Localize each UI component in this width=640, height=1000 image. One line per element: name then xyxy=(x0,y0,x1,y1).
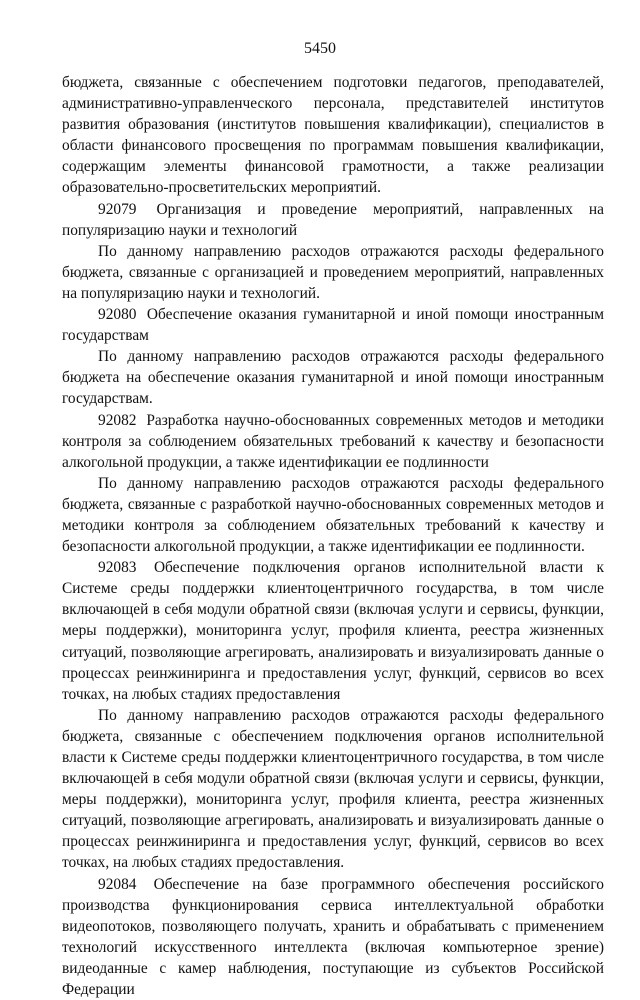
section-code: 92082 xyxy=(98,411,137,429)
section-heading-92083 xyxy=(62,557,604,705)
paragraph-text: По данному направлению расходов отражаются расходы федерального бюджета на обеспечение оказания гуманитарной и иной помощи иностранным государствам. xyxy=(62,348,604,408)
section-title: Обеспечение оказания гуманитарной и иной помощи иностранным государствам xyxy=(62,306,604,345)
section-heading-92080 xyxy=(62,304,604,346)
section-description xyxy=(62,346,604,409)
section-code: 92079 xyxy=(98,200,137,218)
section-code: 92084 xyxy=(98,875,137,893)
paragraph-text: По данному направлению расходов отражаются расходы федерального бюджета, связанные с разработкой научно-обоснованных современных методов и методики контроля за соблюдением обязательных требований к качеству и безопасности алкогольной продукции, а также идентификации ее подлинности. xyxy=(62,474,604,556)
section-heading-92084 xyxy=(62,874,604,1000)
page-number: 5450 xyxy=(304,40,336,57)
section-heading-92079 xyxy=(62,199,604,241)
section-description xyxy=(62,473,604,557)
paragraph-text: По данному направлению расходов отражаются расходы федерального бюджета, связанные с обеспечением подключения органов исполнительной власти к Системе среды поддержки клиентоцентричного государства, в том числе включающей в себя модули обратной связи (включая услуги и сервисы, функции, меры поддержки), мониторинга услуг, профиля клиента, реестра жизненных ситуаций, позволяющие агрегировать, анализировать и визуализировать данные о процессах реинжиниринга и предоставления услуг, функций, сервисов во всех точках, на любых стадиях предоставления. xyxy=(62,706,604,872)
section-code: 92080 xyxy=(98,306,137,324)
section-description xyxy=(62,705,604,874)
section-title: Организация и проведение мероприятий, направленных на популяризацию науки и технологий xyxy=(62,200,604,239)
document-body xyxy=(62,72,604,1000)
paragraph-continuation xyxy=(62,72,604,199)
section-title: Обеспечение подключения органов исполнительной власти к Системе среды поддержки клиентоцентричного государства, в том числе включающей в себя модули обратной связи (включая услуги и сервисы, функции, меры поддержки), мониторинга услуг, профиля клиента, реестра жизненных ситуаций, позволяющие агрегировать, анализировать и визуализировать данные о процессах реинжиниринга и предоставления услуг, функций, сервисов во всех точках, на любых стадиях предоставления xyxy=(62,559,604,703)
paragraph-text: По данному направлению расходов отражаются расходы федерального бюджета, связанные с организацией и проведением мероприятий, направленных на популяризацию науки и технологий. xyxy=(62,242,604,302)
section-title: Обеспечение на базе программного обеспечения российского производства функционирования сервиса интеллектуальной обработки видеопотоков, позволяющего получать, хранить и обрабатывать с применением технологий искусственного интеллекта (включая компьютерное зрение) видеоданные с камер наблюдения, поступающие из субъектов Российской Федерации xyxy=(62,875,604,999)
section-heading-92082 xyxy=(62,410,604,473)
paragraph-text: бюджета, связанные с обеспечением подготовки педагогов, преподавателей, административно-управленческого персонала, представителей институтов развития образования (институтов повышения квалификации), специалистов в области финансового просвещения по программам повышения квалификации, содержащим элементы финансовой грамотности, а также реализации образовательно-просветительских мероприятий. xyxy=(62,74,604,197)
section-description xyxy=(62,241,604,304)
section-code: 92083 xyxy=(98,559,137,577)
section-title: Разработка научно-обоснованных современных методов и методики контроля за соблюдением обязательных требований к качеству и безопасности алкогольной продукции, а также идентификации ее подлинности xyxy=(62,411,604,471)
